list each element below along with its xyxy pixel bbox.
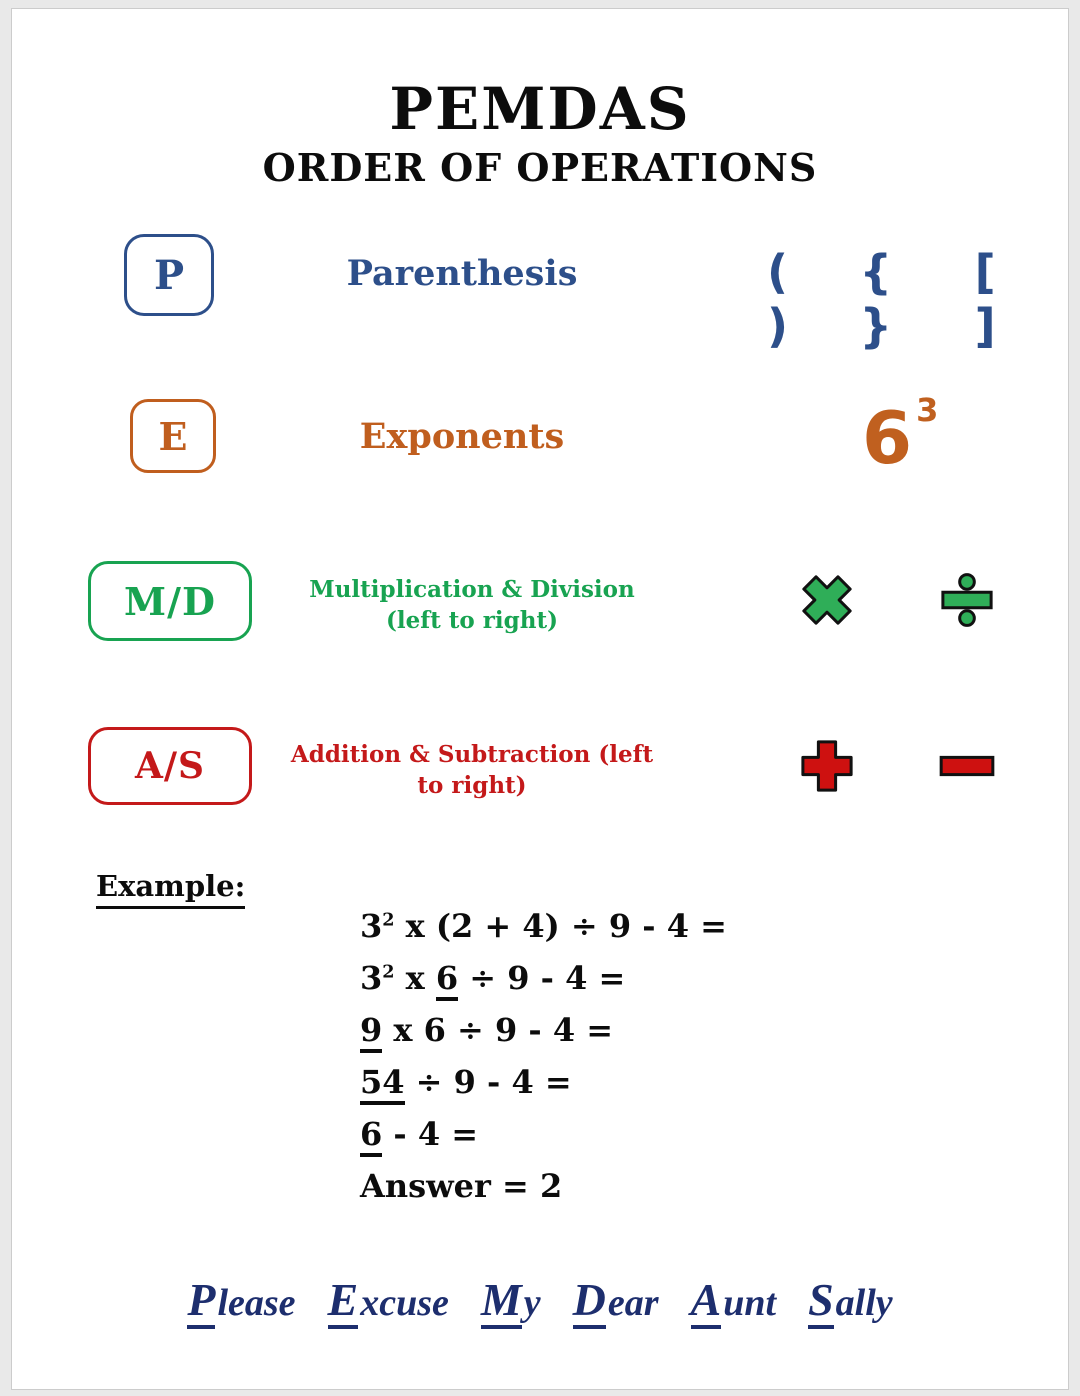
- minus-icon: [936, 735, 998, 797]
- exponent-base: 6: [862, 396, 913, 480]
- multiplication-icon: [796, 569, 858, 631]
- example-line: 6 - 4 =: [360, 1115, 920, 1167]
- label-md-line1: Multiplication & Division: [309, 576, 635, 603]
- example-heading: Example:: [96, 869, 245, 909]
- label-multiplication-division: [252, 574, 692, 636]
- letter-p: P: [153, 251, 185, 299]
- example-line: 9 x 6 ÷ 9 - 4 =: [360, 1011, 920, 1063]
- plus-icon: [796, 735, 858, 797]
- paren-round-icon: ( ): [767, 245, 791, 353]
- paren-square-icon: [ ]: [974, 245, 998, 353]
- label-as-line2: to right): [417, 772, 527, 799]
- letter-box-as: [88, 727, 252, 805]
- example-lines: [360, 907, 920, 1219]
- exponent-example: [862, 391, 1002, 480]
- example-line: Answer = 2: [360, 1167, 563, 1205]
- poster-title: PEMDAS: [389, 75, 691, 143]
- label-parenthesis: Parenthesis: [346, 253, 578, 294]
- label-as-line1: Addition & Subtraction (left: [290, 741, 654, 768]
- example-line: 54 ÷ 9 - 4 =: [360, 1063, 920, 1115]
- mnemonic-word: My: [481, 1282, 541, 1324]
- label-addition-subtraction: [247, 739, 697, 801]
- example-line: $3^2$ x 6 ÷ 9 - 4 =: [360, 959, 920, 1011]
- letter-box-md: [88, 561, 252, 641]
- parenthesis-symbols: [767, 245, 1037, 353]
- letter-box-e: [130, 399, 216, 473]
- mnemonic-word: Sally: [808, 1282, 893, 1324]
- label-exponents: Exponents: [359, 416, 565, 457]
- poster-sheet: [11, 8, 1069, 1390]
- label-md-line2: (left to right): [386, 607, 558, 634]
- mnemonic: [12, 1273, 1068, 1326]
- mnemonic-word: Excuse: [328, 1282, 449, 1324]
- letter-box-p: [124, 234, 214, 316]
- example-line: $3^2$ x (2 + 4) ÷ 9 - 4 =: [360, 907, 727, 945]
- letter-e: E: [158, 413, 188, 459]
- mnemonic-word: Dear: [573, 1282, 659, 1324]
- mnemonic-word: Please: [187, 1282, 295, 1324]
- letter-md: M/D: [124, 578, 216, 624]
- mnemonic-word: Aunt: [691, 1282, 777, 1324]
- paren-curly-icon: { }: [859, 245, 895, 353]
- exponent-power: 3: [916, 391, 939, 429]
- letter-as: A/S: [134, 745, 206, 787]
- division-icon: [936, 569, 998, 631]
- poster-subtitle: ORDER OF OPERATIONS: [262, 145, 818, 190]
